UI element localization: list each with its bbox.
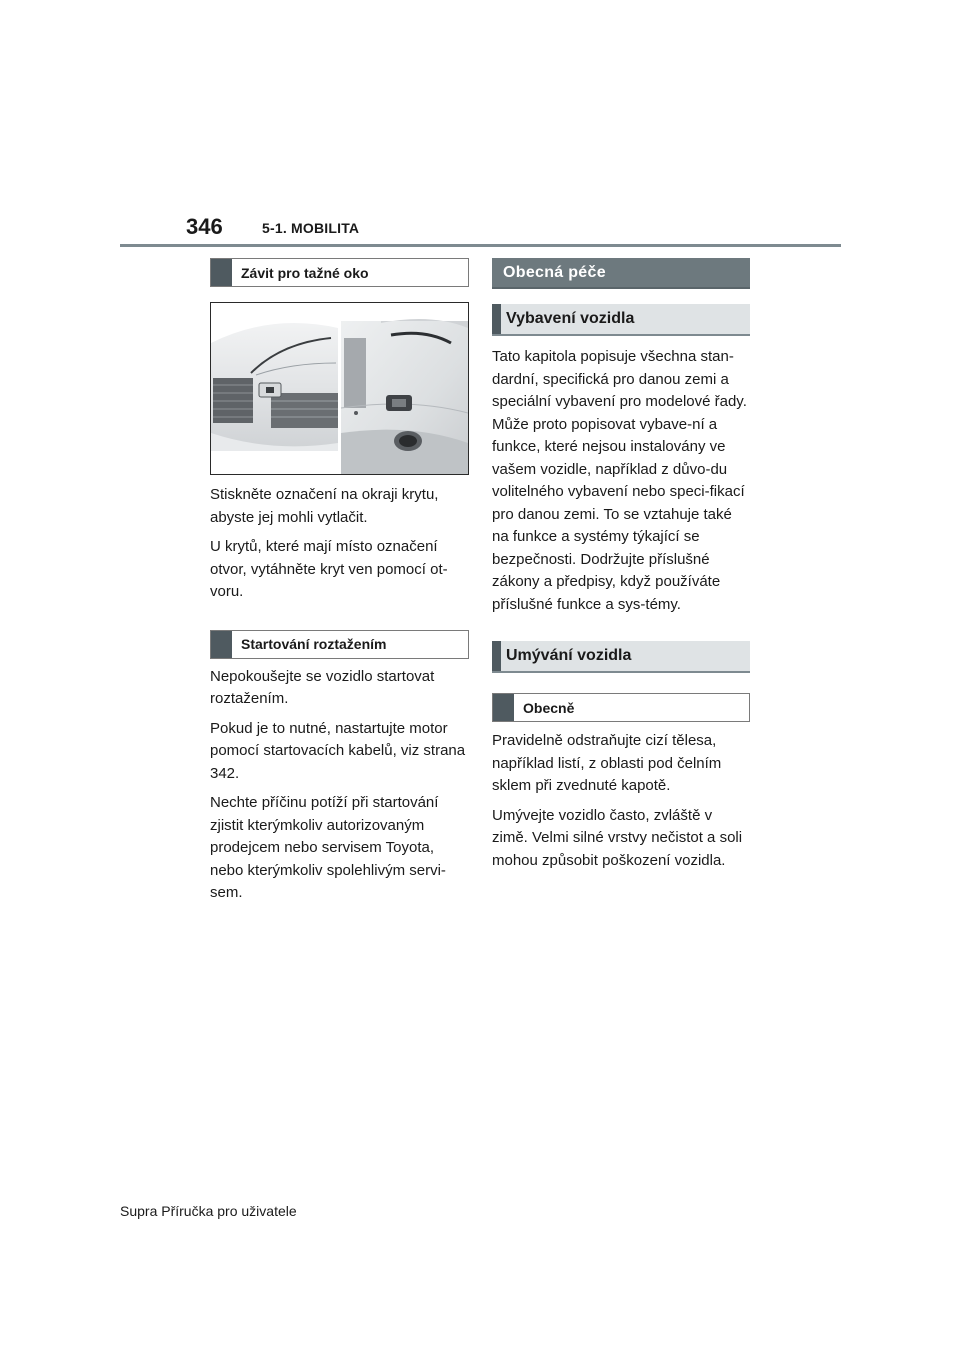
vehicle-equipment-band bbox=[492, 304, 750, 336]
footer: Supra Příručka pro uživatele bbox=[120, 1203, 297, 1219]
bumper-illustration bbox=[211, 303, 468, 474]
heading-marker bbox=[211, 259, 232, 286]
section-header: 5-1. MOBILITA bbox=[262, 220, 360, 236]
jump-start-text-1: Nepokoušejte se vozidlo startovat roztažením. bbox=[210, 667, 435, 707]
car-wash-band bbox=[492, 641, 750, 673]
page-number: 346 bbox=[186, 214, 223, 239]
band-marker bbox=[492, 641, 501, 671]
vehicle-equipment-label: Vybavení vozidla bbox=[506, 310, 635, 327]
left-column bbox=[210, 258, 469, 905]
tow-eye-heading-label: Závit pro tažné oko bbox=[241, 264, 369, 281]
jump-start-heading bbox=[210, 630, 469, 659]
vehicle-equipment-text: Tato kapitola popisuje všechna stan-dardní, specifická pro danou zemi a speciální vybavení pro modelové řady. Může proto popisovat vybave-ní a funkce, které nejsou instalovány ve vašem vozidle, například z důvo-du volitelného vybavení nebo speci-fikací pro danou zemi. To se vztahuje také na funkce a systémy týkající se bezpečnosti. Dodržujte příslušné zákony a předpisy, když používáte příslušné funkce a sys-témy. bbox=[492, 348, 747, 613]
general-care-label: Obecná péče bbox=[503, 263, 606, 281]
car-wash-text-1: Pravidelně odstraňujte cizí tělesa, například listí, z oblasti pod čelním sklem při zvednuté kapotě. bbox=[492, 732, 722, 794]
car-wash-text-2: Umývejte vozidlo často, zvláště v zimě. Velmi silné vrstvy nečistot a soli mohou způsobit poškození vozidla. bbox=[492, 806, 743, 869]
tow-eye-heading bbox=[210, 258, 469, 287]
header-rule bbox=[120, 244, 841, 247]
heading-marker bbox=[211, 631, 232, 658]
tow-eye-text-2: U krytů, které mají místo označení otvor, vytáhněte kryt ven pomocí ot-voru. bbox=[210, 538, 448, 600]
tow-eye-text-1: Stiskněte označení na okraji krytu, abyste jej mohli vytlačit. bbox=[210, 486, 439, 526]
general-heading bbox=[492, 693, 750, 722]
jump-start-heading-label: Startování roztažením bbox=[241, 636, 387, 652]
jump-start-text-2: Pokud je to nutné, nastartujte motor pomocí startovacích kabelů, viz strana 342. bbox=[210, 719, 466, 782]
car-wash-label: Umývání vozidla bbox=[506, 647, 632, 664]
heading-marker bbox=[493, 694, 514, 721]
band-marker bbox=[492, 304, 501, 334]
general-heading-label: Obecně bbox=[523, 699, 575, 716]
general-care-band bbox=[492, 258, 750, 289]
tow-eye-cover-photo bbox=[210, 302, 469, 475]
right-column bbox=[492, 258, 750, 872]
jump-start-text-3: Nechte příčinu potíží při startování zjistit kterýmkoliv autorizovaným prodejcem nebo servisem Toyota, nebo kterýmkoliv spolehlivým servi-sem. bbox=[210, 794, 446, 901]
